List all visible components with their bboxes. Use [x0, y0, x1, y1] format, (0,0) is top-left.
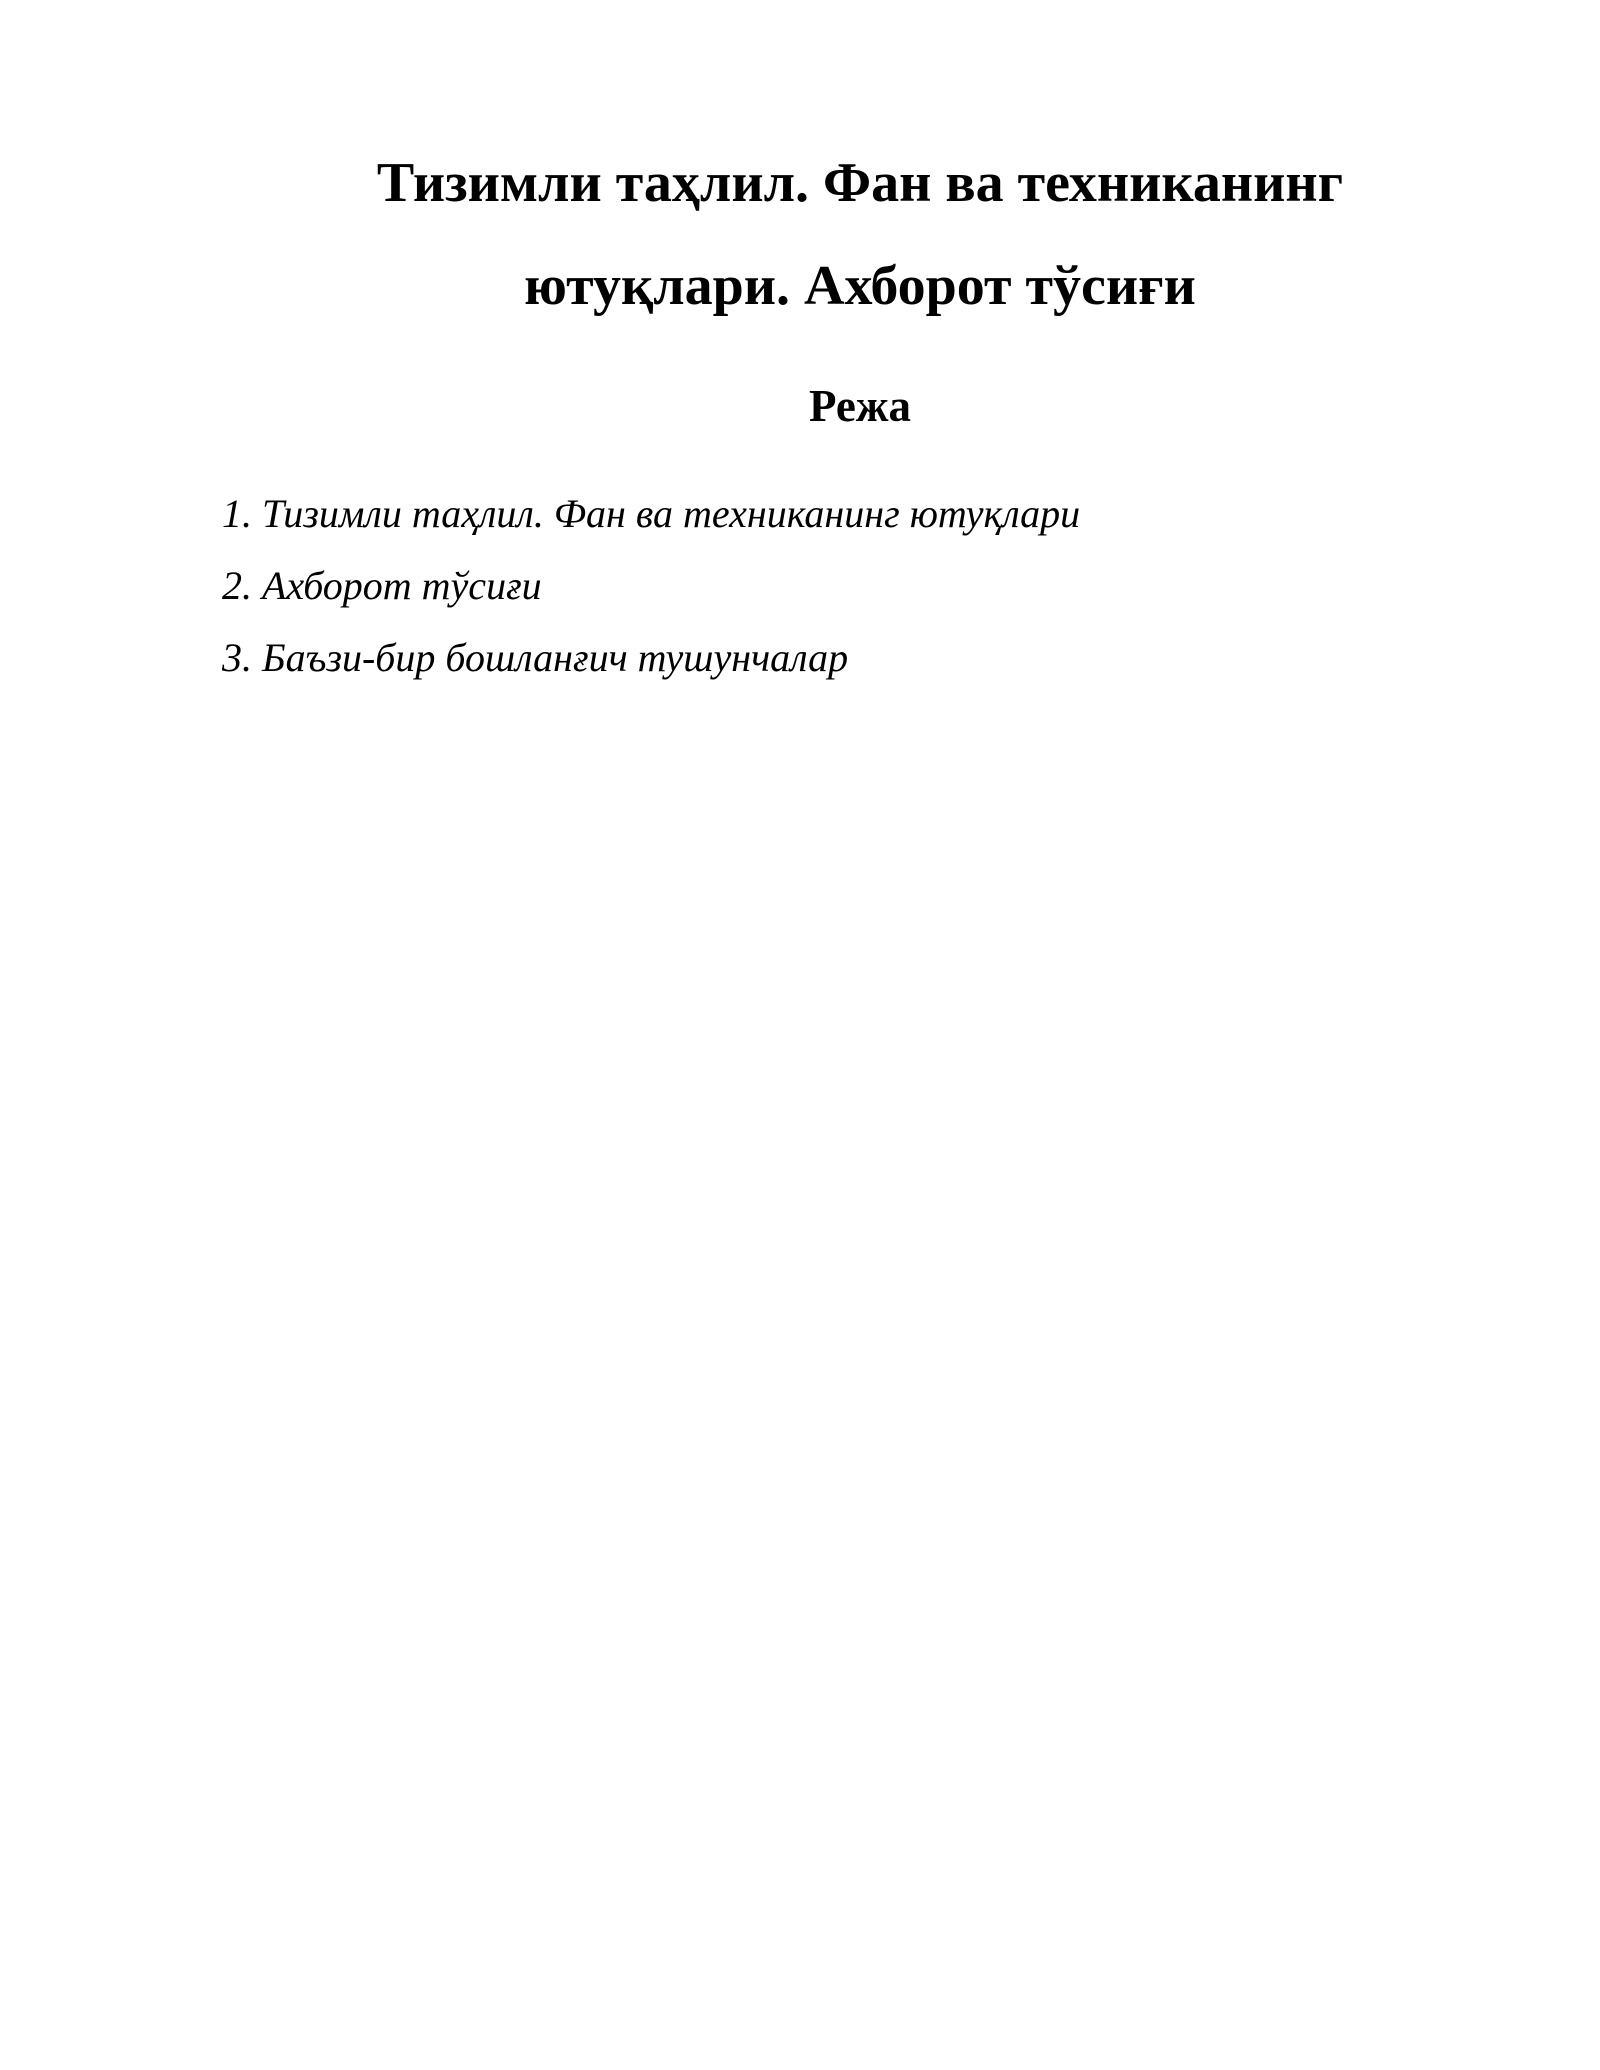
document-title-line-1: Тизимли таҳлил. Фан ва техниканинг [376, 152, 1344, 214]
plan-item: 1. Тизимли таҳлил. Фан ва техниканинг ютуқлари [222, 491, 1081, 536]
plan-list [222, 491, 1081, 710]
plan-heading: Режа [809, 381, 911, 431]
plan-item: 3. Баъзи-бир бошланғич тушунчалар [222, 635, 849, 680]
plan-item: 2. Ахборот тўсиғи [222, 563, 542, 608]
document-title-line-2: ютуқлари. Ахборот тўсиғи [524, 255, 1196, 317]
